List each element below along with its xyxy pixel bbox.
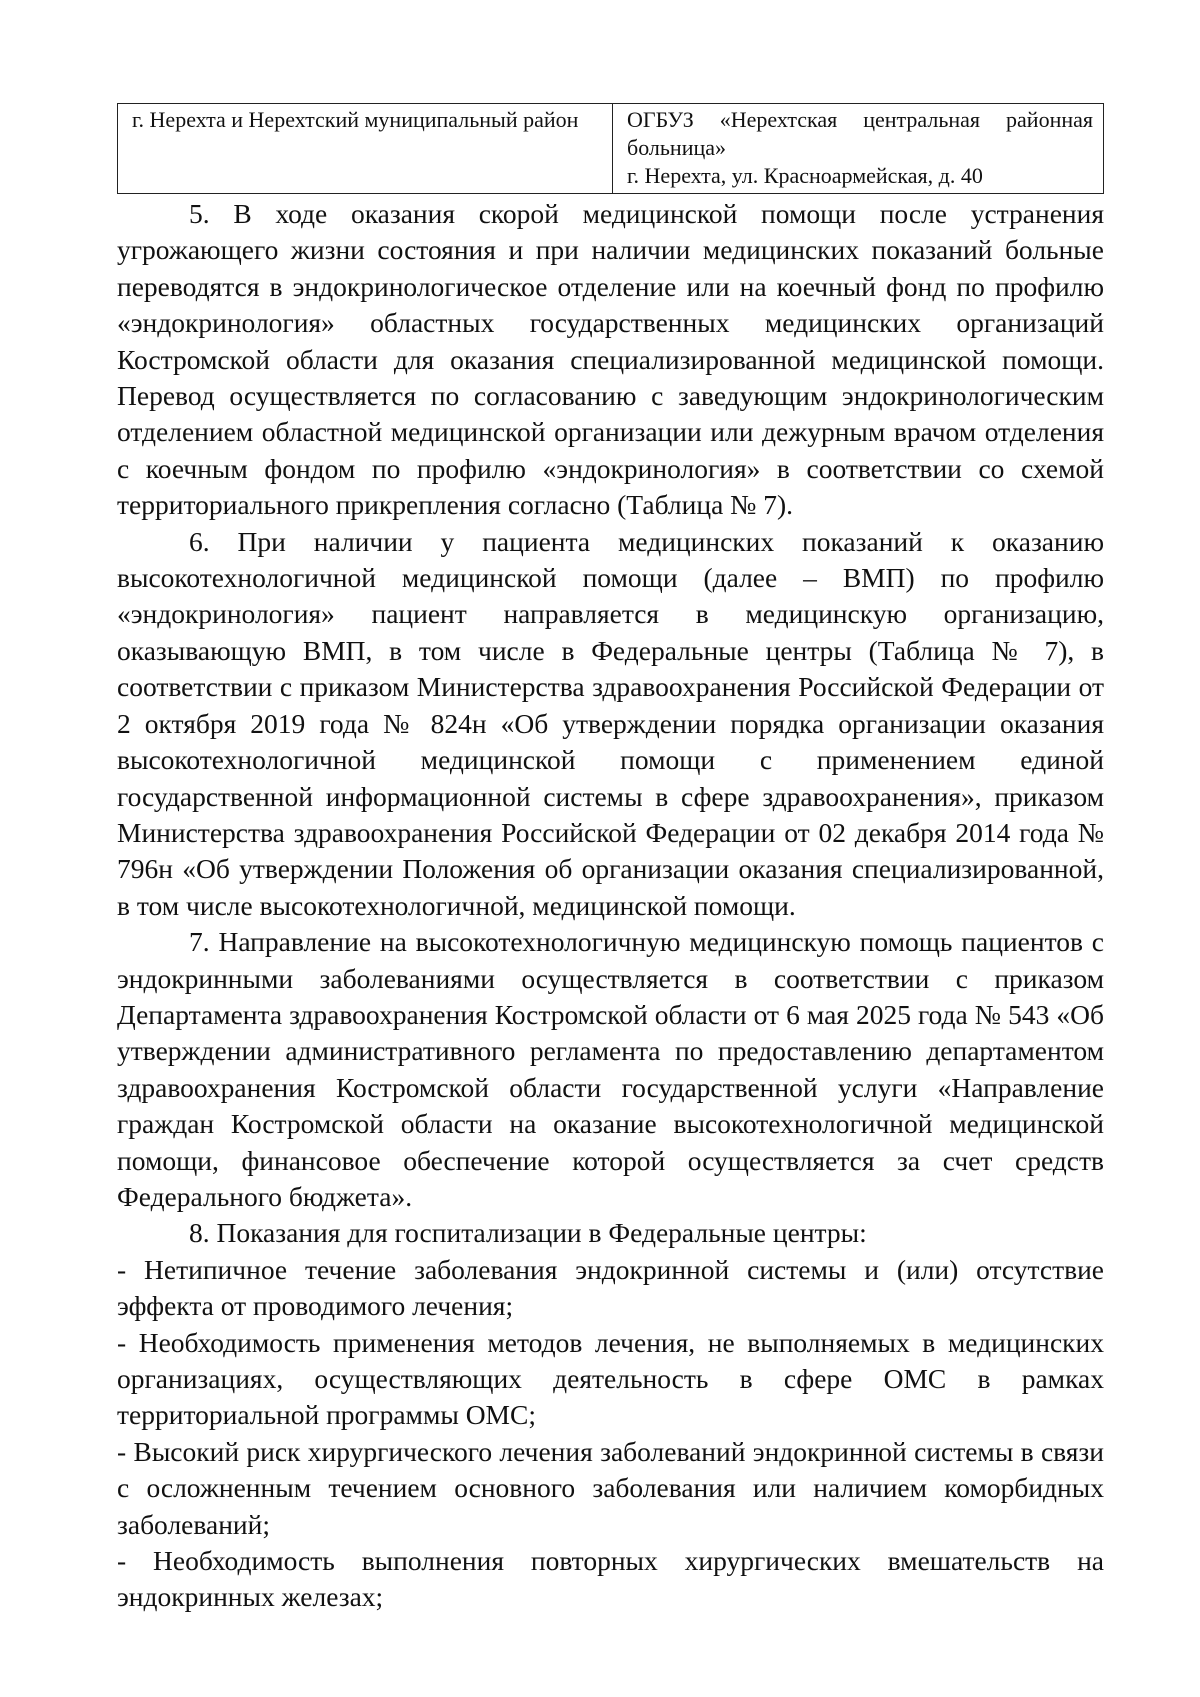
paragraph-6: 6. При наличии у пациента медицинских показаний к оказанию высокотехнологичной медицинской помощи (далее – ВМП) по профилю «эндокринология» пациент направляется в медицинскую организацию, оказывающую ВМП, в том числе в Федеральные центры (Таблица № 7), в соответствии с приказом Министерства здравоохранения Российской Федерации от 2 октября 2019 года № 824н «Об утверждении порядка организации оказания высокотехнологичной медицинской помощи с применением единой государственной информационной системы в сфере здравоохранения», приказом Министерства здравоохранения Российской Федерации от 02 декабря 2014 года № 796н «Об утверждении Положения об организации оказания специализированной, в том числе высокотехнологичной, медицинской помощи. [117,525,1104,921]
indication-item: - Нетипичное течение заболевания эндокринной системы и (или) отсутствие эффекта от проводимого лечения; [117,1253,1104,1322]
indication-item: - Необходимость выполнения повторных хирургических вмешательств на эндокринных железах; [117,1545,1104,1613]
paragraph-8-heading: 8. Показания для госпитализации в Федеральные центры: [189,1217,867,1249]
table-row [118,104,1104,194]
indication-item: - Высокий риск хирургического лечения заболеваний эндокринной системы в связи с осложненным течением основного заболевания или наличием коморбидных заболеваний; [117,1435,1104,1540]
paragraph-5: 5. В ходе оказания скорой медицинской помощи после устранения угрожающего жизни состояния и при наличии медицинских показаний больные переводятся в эндокринологическое отделение или на коечный фонд по профилю «эндокринология» областных государственных медицинских организаций Костромской области для оказания специализированной медицинской помощи. Перевод осуществляется по согласованию с заведующим эндокринологическим отделением областной медицинской организации или дежурным врачом отделения с коечным фондом по профилю «эндокринология» в соответствии со схемой территориального прикрепления согласно (Таблица № 7). [117,198,1104,521]
region-cell [118,104,613,194]
territorial-attachment-table [117,103,1104,194]
organization-name: ОГБУЗ «Нерехтская центральная районная больница» [627,107,1093,160]
document-body [117,196,1104,1616]
region-name: г. Нерехта и Нерехтский муниципальный район [132,107,579,132]
organization-address: г. Нерехта, ул. Красноармейская, д. 40 [627,163,983,188]
organization-cell [613,104,1104,194]
paragraph-7: 7. Направление на высокотехнологичную медицинскую помощь пациентов с эндокринными заболеваниями осуществляется в соответствии с приказом Департамента здравоохранения Костромской области от 6 мая 2025 года № 543 «Об утверждении административного регламента по предоставлению департаментом здравоохранения Костромской области государственной услуги «Направление граждан Костромской области на оказание высокотехнологичной медицинской помощи, финансовое обеспечение которой осуществляется за счет средств Федерального бюджета». [117,926,1104,1212]
indication-item: - Необходимость применения методов лечения, не выполняемых в медицинских организациях, осуществляющих деятельность в сфере ОМС в рамках территориальной программы ОМС; [117,1326,1104,1431]
